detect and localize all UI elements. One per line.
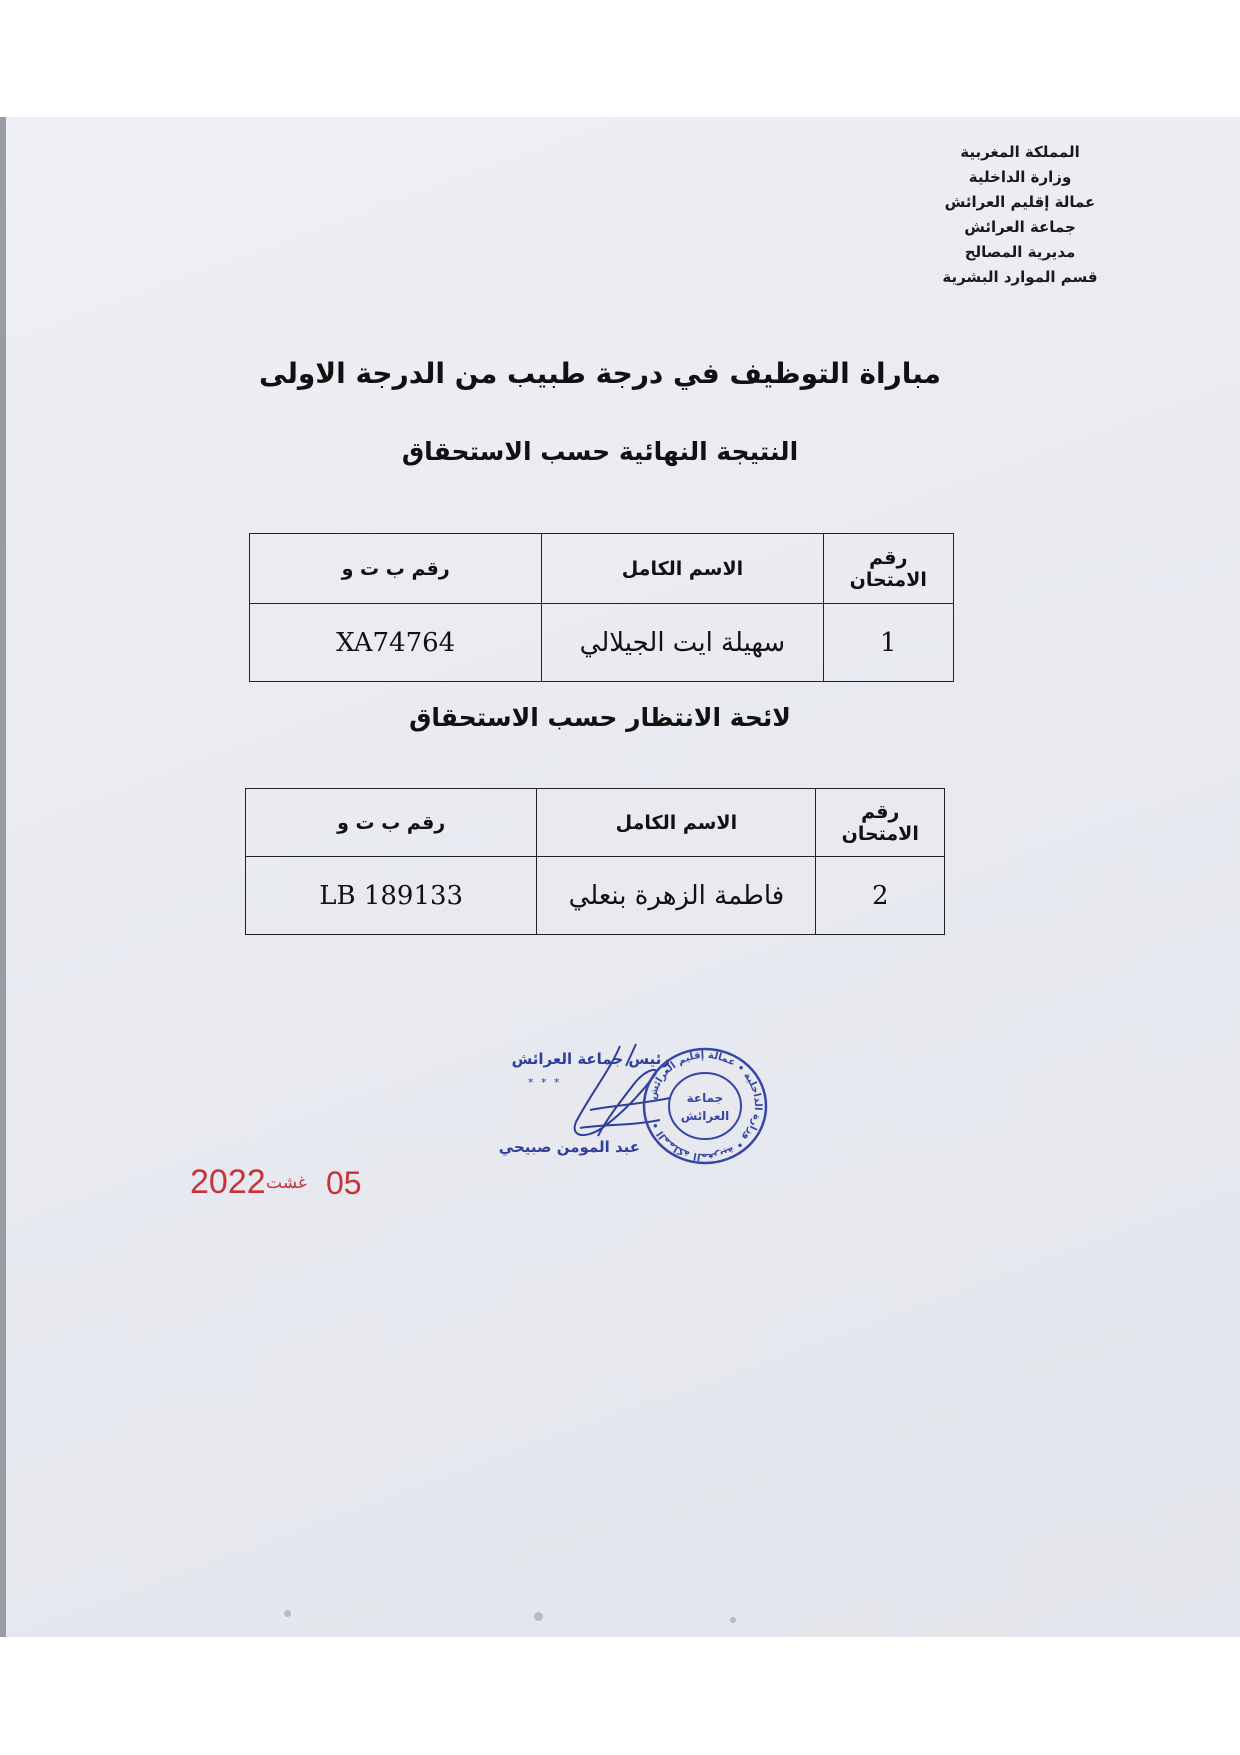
header-line: جماعة العرائش (964, 218, 1076, 236)
issuer-header (910, 140, 1130, 290)
final-result-table (249, 533, 954, 682)
paper-speck (284, 1610, 291, 1617)
exam-number-header (816, 789, 945, 857)
exam-number-cell: 2 (816, 857, 945, 935)
full-name-cell: سهيلة ايت الجيلالي (542, 604, 823, 682)
header-line: عمالة إقليم العرائش (944, 193, 1096, 211)
waiting-list-table (245, 788, 945, 935)
id-number-cell: XA74764 (250, 604, 542, 682)
table-header-row (250, 534, 954, 604)
seal-inner-line2: العرائش (680, 1109, 730, 1123)
svg-text:المملكة المغربية • وزارة الداخ (647, 1050, 763, 1162)
table-row (250, 604, 954, 682)
exam-number-header-line2: الامتحان (849, 568, 927, 591)
document-title: مباراة التوظيف في درجة طبيب من الدرجة الاولى (259, 357, 941, 390)
seal-outer-text: المملكة المغربية • وزارة الداخلية • عمالة إقليم العرائش • (647, 1049, 764, 1163)
seal-inner-line1: جماعة (686, 1091, 724, 1105)
id-number-header: رقم ب ت و (246, 789, 537, 857)
signatory-title: رئيس جماعة العرائش (511, 1050, 670, 1068)
date-month: غشت (266, 1173, 307, 1192)
table-header-row (246, 789, 945, 857)
full-name-header: الاسم الكامل (542, 534, 823, 604)
full-name-header: الاسم الكامل (537, 789, 816, 857)
signatory-name: عبد المومن صبيحي (498, 1138, 640, 1156)
final-result-heading: النتيجة النهائية حسب الاستحقاق (401, 437, 799, 466)
header-line: وزارة الداخلية (968, 168, 1072, 186)
date-day: 05 (326, 1165, 362, 1201)
header-line: مديرية المصالح (964, 243, 1076, 261)
full-name-cell: فاطمة الزهرة بنعلي (537, 857, 816, 935)
date-year: 2022 (190, 1163, 266, 1201)
header-line: قسم الموارد البشرية (942, 268, 1098, 286)
paper-edge (0, 117, 6, 1637)
id-number-header: رقم ب ت و (250, 534, 542, 604)
header-line: المملكة المغربية (960, 143, 1080, 161)
signature-dots: * * * (528, 1076, 562, 1089)
table-row (246, 857, 945, 935)
official-seal (640, 1046, 770, 1166)
paper-speck (534, 1612, 543, 1621)
waiting-list-heading: لائحة الانتظار حسب الاستحقاق (409, 703, 791, 732)
exam-number-header (823, 534, 954, 604)
exam-number-header-line1: رقم (869, 546, 908, 569)
exam-number-cell: 1 (823, 604, 954, 682)
exam-number-header-line1: رقم (861, 800, 900, 823)
exam-number-header-line2: الامتحان (841, 822, 919, 845)
date-stamp (190, 1163, 380, 1213)
paper-speck (730, 1617, 736, 1623)
id-number-cell: LB 189133 (246, 857, 537, 935)
